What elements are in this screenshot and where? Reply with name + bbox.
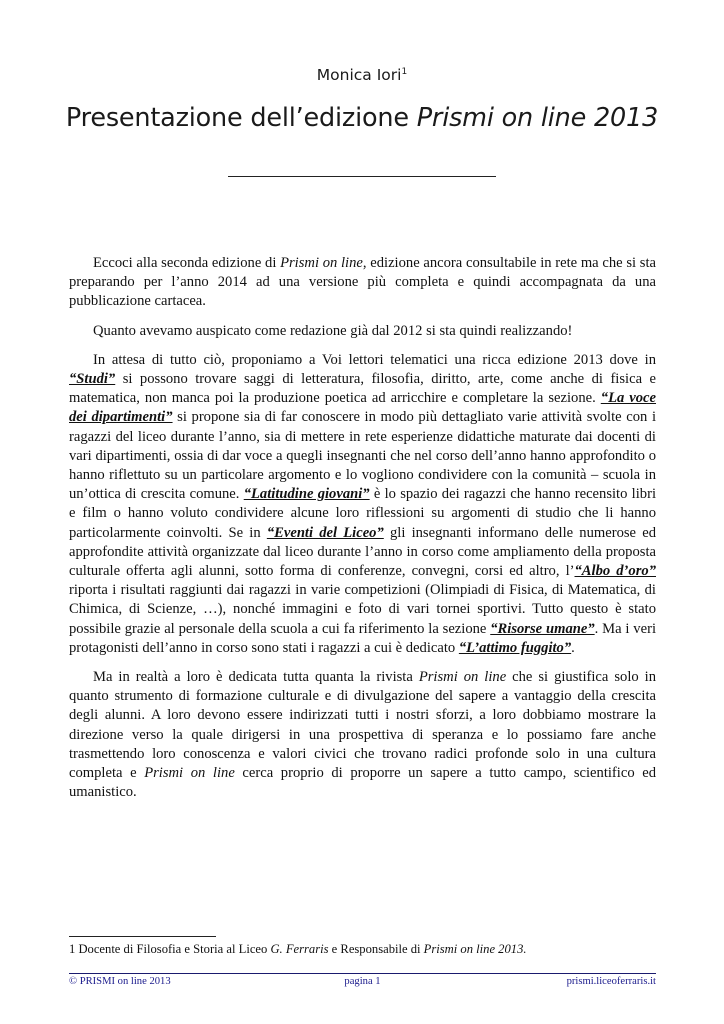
paragraph-2 xyxy=(69,322,656,341)
text-run: 1 Docente di Filosofia e Storia al Liceo xyxy=(69,942,271,956)
footnote xyxy=(69,942,656,957)
text-run: Ma in realtà a loro è dedicata tutta quanta la rivista xyxy=(93,669,419,686)
page-footer xyxy=(69,976,656,992)
text-run: cerca proprio di proporre un sapere a tutto campo, scientifico ed umanistico. xyxy=(69,765,657,801)
text-run: , edizione ancora consultabile in rete ma che si sta preparando per l’anno 2014 ad una versione più completa e quindi accompagnata da una pubblicazione cartacea. xyxy=(69,255,656,310)
document-title xyxy=(0,103,724,133)
italic-text-run: Prismi on line 2013. xyxy=(423,942,527,956)
footnote-divider xyxy=(69,936,216,937)
italic-text-run: Prismi on line xyxy=(144,765,235,782)
footer-website: prismi.liceoferraris.it xyxy=(566,976,656,987)
section-name: “L’attimo fuggito” xyxy=(458,639,572,656)
text-run: che si giustifica solo in quanto strumento di formazione culturale e di divulgazione del sapere a vantaggio della crescita degli alunni. A loro devono essere indirizzati tutti i nostri sforzi, a loro dobbiamo mostrare la direzione verso la quale dirigersi in una prospettiva di speranza e lo possiamo fare anche trasmettendo loro conoscenza e valori civici che trovano radici profonde solo in una cultura completa e xyxy=(69,669,656,782)
paragraph-4 xyxy=(69,668,656,802)
text-run: è lo spazio dei ragazzi che hanno recensito libri e film o hanno voluto condividere alcune loro riflessioni su argomenti di studio che li hanno particolarmente coinvolti. Se in xyxy=(69,486,657,541)
text-run: riporta i risultati raggiunti dai ragazzi in varie competizioni (Olimpiadi di Fisica, di Matematica, di Chimica, di Scienze, …), nonché immagini e foto di vari tornei sportivi. Tutto questo è stato possibile grazie al personale della scuola a cui fa riferimento la sezione xyxy=(69,582,656,637)
footer-copyright: © PRISMI on line 2013 xyxy=(69,976,171,987)
text-run: . xyxy=(571,639,575,656)
section-name: “Risorse umane” xyxy=(490,620,595,637)
section-name: “La voce dei dipartimenti” xyxy=(69,390,657,426)
footer-page-number: pagina 1 xyxy=(344,976,381,987)
title-prefix: Presentazione dell’edizione xyxy=(65,103,417,133)
text-run: In attesa di tutto ciò, proponiamo a Voi lettori telematici una ricca edizione 2013 dove in xyxy=(93,351,656,368)
section-name: “Eventi del Liceo” xyxy=(266,524,384,541)
text-run: e Responsabile di xyxy=(328,942,424,956)
title-italic: Prismi on line 2013 xyxy=(416,103,659,133)
text-run: Eccoci alla seconda edizione di xyxy=(93,255,281,271)
title-divider xyxy=(228,176,496,177)
text-run: . Ma i veri protagonisti dell’anno in corso sono stati i ragazzi a cui è dedicato xyxy=(69,620,656,656)
author-footnote-marker: 1 xyxy=(401,66,408,77)
footer-divider xyxy=(69,973,656,974)
italic-text-run: G. Ferraris xyxy=(270,942,329,956)
italic-text-run: Prismi on line xyxy=(280,255,363,271)
italic-text-run: Prismi on line xyxy=(418,669,507,686)
paragraph-1 xyxy=(69,254,656,312)
text-run: Quanto avevamo auspicato come redazione già dal 2012 si sta quindi realizzando! xyxy=(93,322,573,339)
text-run: si propone sia di far conoscere in modo più dettagliato varie attività svolte con i ragazzi del liceo durante l’anno, sia di mettere in rete esperienze didattiche maturate dai docenti di vari dipartimenti, ossia di dar voce a quegli insegnanti che nel corso dell’anno hanno approfondito o hanno riflettuto su un particolare argomento e lo vogliono condividere con la comunità – scuola in un’ottica di crescita comune. xyxy=(69,409,657,503)
paragraph-3 xyxy=(69,351,656,658)
section-name: “Latitudine giovani” xyxy=(243,486,370,503)
text-run: si possono trovare saggi di letteratura, filosofia, diritto, arte, come anche di fisica e matematica, non manca poi la produzione poetica ad arricchire e completare la sezione. xyxy=(69,371,656,407)
author-line xyxy=(0,66,724,84)
section-name: “Albo d’oro” xyxy=(574,563,656,580)
section-name: “Studi” xyxy=(69,371,116,388)
body-text xyxy=(69,254,656,812)
author-name: Monica Iori xyxy=(316,66,402,84)
text-run: gli insegnanti informano delle numerose ed approfondite attività organizzate dal liceo durante l’anno in corso come ampliamento della proposta culturale offerta agli alunni, sotto forma di conferenze, convegni, corsi ed altro, l’ xyxy=(69,524,656,580)
